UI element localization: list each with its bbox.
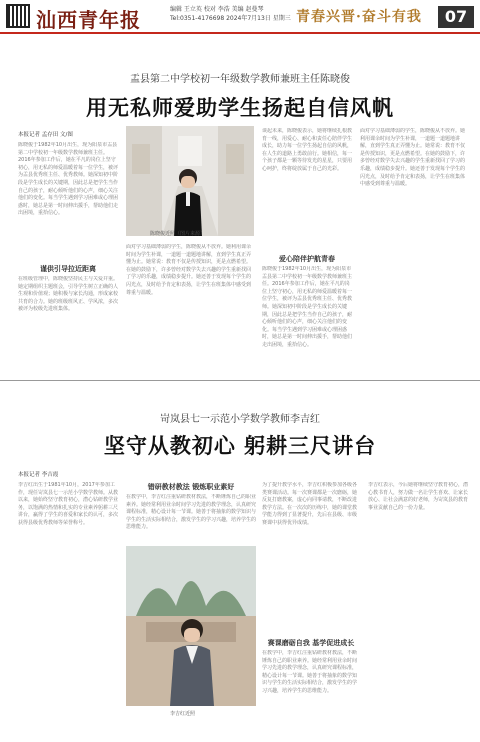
article1-photo bbox=[126, 126, 254, 236]
article2-body-col3: 为了提升教学水平，李吉红积极参加各级各类赛课活动。每一次赛课都是一次磨砺，她反复打磨教案，虚心向同事请教，不断改进教学方法。在一次次的历练中，她的课堂教学能力得到了显著提升，先后在县级、市级赛课中获得优异成绩。 bbox=[262, 482, 358, 526]
article1-photo-caption: 陈晓俊近照（图片来源） bbox=[150, 231, 206, 237]
qr-code-icon bbox=[6, 4, 30, 28]
article1-body-col4: 面对学习基础薄弱的学生，陈晓俊从不放弃。她利用课余时间为学生补课，一道题一道题地讲解，直到学生真正弄懂为止。她常说：教育不仅是传授知识，更是点燃希望。在她的鼓励下，许多曾经对数学失去兴趣的学生重新找回了学习的乐趣，成绩稳步提升。她还善于发现每个学生的闪光点，及时给予肯定和表扬，让学生在班集体中感受到尊重与温暖。 bbox=[360, 128, 466, 188]
article2-body-col1: 李吉红出生于1981年10月，2017年参加工作，现任岢岚县七一示范小学数学教师。从教以来，她始终坚守教育初心，潜心钻研教学业务，以饱满的热情和扎实的专业素养躬耕三尺讲台，赢得了学生的喜爱和家长的认可，多次获得县级优秀教师等荣誉称号。 bbox=[18, 482, 118, 526]
article1-body-col3b: 陈晓俊于1982年10月出生，现为阳泉市盂县第二中学校初一年级数学教师兼班主任。2016年参加工作后，她在平凡的岗位上坚守初心，用无私的师爱温暖着每一位学生，被评为盂县优秀班主任、优秀教师。她深知初中阶段是学生成长的关键期，因此总是把学生当作自己的孩子，耐心倾听他们的心声，细心关注他们的变化。每当学生遇到学习困难或心理困惑时，她总是第一时间伸出援手，帮助他们走出困境，重拾信心。 bbox=[262, 266, 352, 348]
article1-body-col1b: 在班级管理中，陈晓俊坚持民主与关爱并重。她定期组织主题班会，引导学生树立正确的人生观和价值观；她积极与家长沟通，形成家校共育的合力。她的班级班风正、学风浓，多次被评为校级先进班集体。 bbox=[18, 276, 118, 313]
article2-kicker: 岢岚县七一示范小学数学教师李吉红 bbox=[160, 414, 320, 425]
article2-body-col4: 李吉红表示，今后她将继续坚守教育初心，潜心教书育人，努力做一名让学生喜欢、让家长放心、让社会满意的好老师，为岢岚县的教育事业贡献自己的一份力量。 bbox=[368, 482, 468, 511]
article1-body-col2: 面对学习基础薄弱的学生，陈晓俊从不放弃。她利用课余时间为学生补课，一道题一道题地讲解，直到学生真正弄懂为止。她常说：教育不仅是传授知识，更是点燃希望。在她的鼓励下，许多曾经对数学失去兴趣的学生重新找回了学习的乐趣，成绩稳步提升。她还善于发现每个学生的闪光点，及时给予肯定和表扬，让学生在班集体中感受到尊重与温暖。 bbox=[126, 244, 252, 296]
article1-subhead2: 爱心陪伴护航青春 bbox=[279, 255, 335, 263]
article1-kicker: 盂县第二中学校初一年级数学教师兼班主任陈晓俊 bbox=[130, 74, 350, 85]
edition-meta: 编辑 王立英 校对 李浩 美编 赵曼琴 Tel:0351-4176698 2024年7月13日 星期三 bbox=[170, 6, 291, 22]
newspaper-logo: 汕西青年报 bbox=[36, 8, 141, 32]
article2-subhead1: 错研教材教法 锻炼职业素好 bbox=[147, 483, 235, 491]
article1-byline: 本报记者 孟存田 文/图 bbox=[18, 132, 73, 138]
article2-photo bbox=[126, 546, 256, 706]
article2-body-col2: 在教学中，李吉红注重钻研教材教法，不断锤炼自己的职业素养。她经常利用业余时间学习先进的教学理念，认真研究课程标准，精心设计每一节课。她善于将抽象的数学知识与学生的生活实际相结合，激发学生的学习兴趣，培养学生的思维能力。 bbox=[126, 494, 256, 531]
masthead bbox=[0, 0, 480, 34]
page-number: 07 bbox=[438, 6, 474, 28]
article-divider bbox=[0, 380, 480, 381]
article2-headline: 坚守从教初心 躬耕三尺讲台 bbox=[103, 434, 377, 458]
article2-subhead2: 赛课磨砺自我 基学促进成长 bbox=[267, 639, 355, 647]
article1-body-col3: 谈起未来，陈晓俊表示，她将继续扎根教育一线，用爱心、耐心和责任心陪伴学生成长，助力每一位学生扬起自信的风帆，在人生的道路上勇敢前行。她相信，每一个孩子都是一颗等待发光的星星，只要用心呵护，终将绽放属于自己的光彩。 bbox=[262, 128, 352, 172]
article1-headline: 用无私师爱助学生扬起自信风帆 bbox=[86, 96, 394, 120]
article1-subhead1: 谨供引导拉近距离 bbox=[40, 265, 96, 273]
article1-body-col1: 陈晓俊于1982年10月出生，现为阳泉市盂县第二中学校初一年级数学教师兼班主任。2016年参加工作后，她在平凡的岗位上坚守初心，用无私的师爱温暖着每一位学生，被评为盂县优秀班主任、优秀教师。她深知初中阶段是学生成长的关键期，因此总是把学生当作自己的孩子，耐心倾听他们的心声，细心关注他们的变化。每当学生遇到学习困难或心理困惑时，她总是第一时间伸出援手，帮助他们走出困境，重拾信心。 bbox=[18, 142, 118, 217]
article2-body-col3b: 在教学中，李吉红注重钻研教材教法，不断锤炼自己的职业素养。她经常利用业余时间学习先进的教学理念，认真研究课程标准，精心设计每一节课。她善于将抽象的数学知识与学生的生活实际相结合，激发学生的学习兴趣，培养学生的思维能力。 bbox=[262, 650, 358, 694]
article2-byline: 本报记者 李吉霞 bbox=[18, 472, 59, 478]
article2-photo-caption: 李吉红近照 bbox=[170, 711, 196, 717]
section-slogan: 青春兴晋·奋斗有我 bbox=[296, 9, 422, 25]
